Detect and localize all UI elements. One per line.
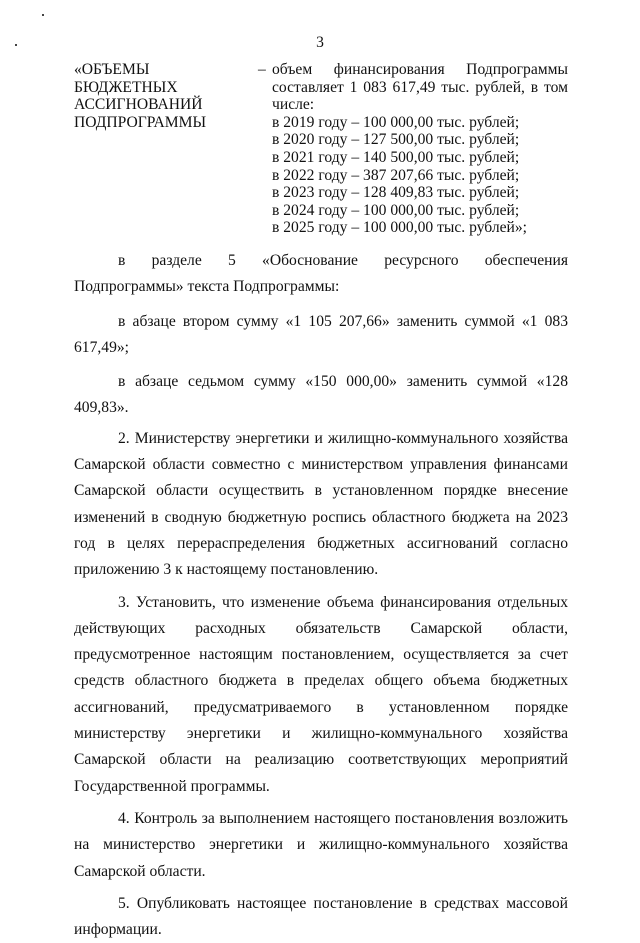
passport-year-line: в 2021 году – 140 500,00 тыс. рублей; bbox=[272, 148, 520, 166]
passport-body bbox=[272, 61, 568, 237]
paragraph-item-3: 3. Установить, что изменение объема финансирования отдельных действующих расходных обязательств Самарской области, предусмотренное настоящим постановлением, осуществляется за счет средств областного бюджета в пределах общего объема бюджетных ассигнований, предусматриваемого в установленном порядке министерству энергетики и жилищно-коммунального хозяйства Самарской области на реализацию соответствующих мероприятий Государственной программы. bbox=[74, 593, 568, 795]
scan-speck bbox=[42, 14, 44, 16]
paragraph-item-5: 5. Опубликовать настоящее постановление в средствах массовой информации. bbox=[74, 894, 568, 939]
passport-label bbox=[74, 61, 254, 131]
passport-dash: – bbox=[258, 61, 266, 78]
passport-intro-line: объем финансирования Подпрограммы bbox=[272, 61, 568, 78]
page-number: 3 bbox=[316, 34, 324, 51]
passport-year-line: в 2019 году – 100 000,00 тыс. рублей; bbox=[272, 113, 520, 131]
paragraph-section5: в разделе 5 «Обоснование ресурсного обеспечения Подпрограммы» текста Подпрограммы: bbox=[74, 252, 568, 296]
passport-year-line: в 2020 году – 127 500,00 тыс. рублей; bbox=[272, 131, 520, 149]
passport-label-line: «ОБЪЕМЫ bbox=[74, 61, 150, 78]
passport-year-line: в 2024 году – 100 000,00 тыс. рублей; bbox=[272, 201, 520, 219]
passport-intro-line: составляет 1 083 617,49 тыс. рублей, в том bbox=[272, 78, 568, 96]
paragraph-abzac-7: в абзаце седьмом сумму «150 000,00» заменить суммой «128 409,83». bbox=[74, 373, 568, 417]
body-text bbox=[74, 248, 568, 943]
paragraph-item-4: 4. Контроль за выполнением настоящего постановления возложить на министерство энергетики и жилищно-коммунального хозяйства Самарской области. bbox=[74, 809, 568, 880]
passport-year-line: в 2025 году – 100 000,00 тыс. рублей»; bbox=[272, 219, 528, 237]
passport-year-line: в 2022 году – 387 207,66 тыс. рублей; bbox=[272, 166, 520, 184]
passport-year-line: в 2023 году – 128 409,83 тыс. рублей; bbox=[272, 184, 520, 202]
passport-label-line: АССИГНОВАНИЙ bbox=[74, 96, 203, 114]
passport-label-line: ПОДПРОГРАММЫ bbox=[74, 113, 207, 131]
passport-intro-line: числе: bbox=[272, 96, 315, 114]
paragraph-item-2: 2. Министерству энергетики и жилищно-коммунального хозяйства Самарской области совместно с министерством управления финансами Самарской области осуществить в установленном порядке внесение изменений в сводную бюджетную роспись областного бюджета на 2023 год в целях перераспределения бюджетных ассигнований согласно приложению 3 к настоящему постановлению. bbox=[74, 429, 568, 579]
passport-label-line: БЮДЖЕТНЫХ bbox=[74, 78, 178, 96]
paragraph-abzac-2: в абзаце втором сумму «1 105 207,66» заменить суммой «1 083 617,49»; bbox=[74, 312, 568, 356]
